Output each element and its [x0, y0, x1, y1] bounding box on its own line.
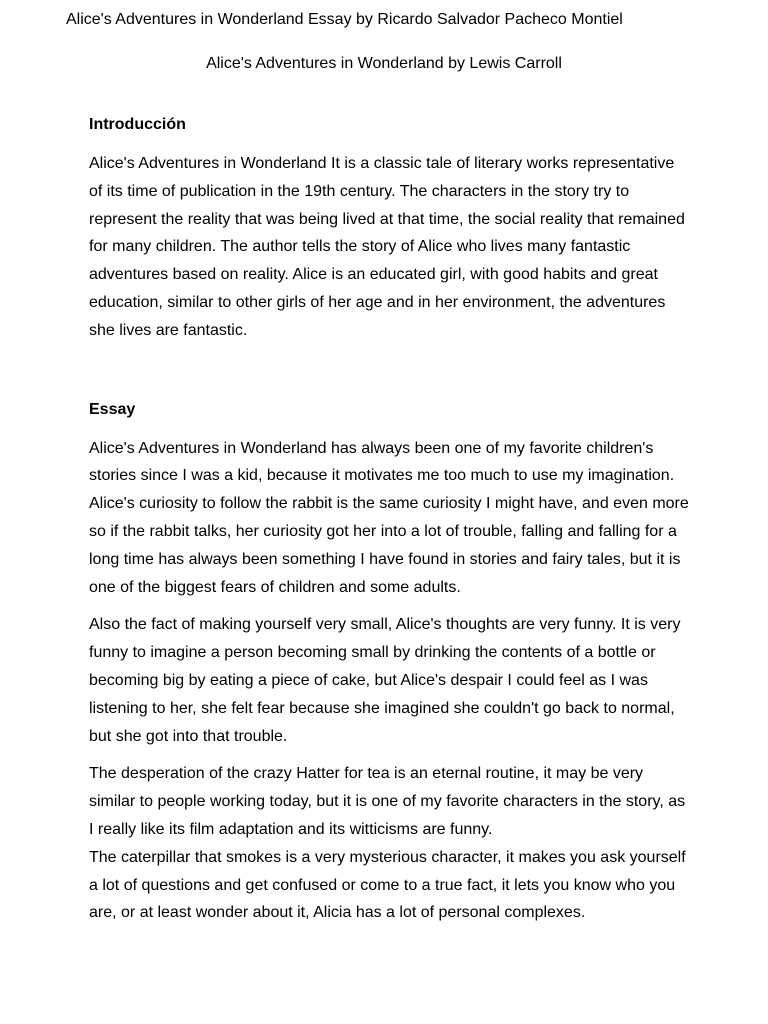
paragraph-line: Alice's Adventures in Wonderland It is a classic tale of literary works representative — [89, 155, 675, 172]
paragraph-line: one of the biggest fears of children and some adults. — [89, 578, 461, 596]
essay-paragraph-2 — [89, 611, 685, 750]
essay-paragraph-1 — [89, 435, 689, 602]
paragraph-line: stories since I was a kid, because it motivates me too much to use my imagination. — [89, 467, 675, 485]
document-header-title: Alice's Adventures in Wonderland Essay by Ricardo Salvador Pacheco Montiel — [66, 11, 623, 28]
paragraph-line: I really like its film adaptation and its witticisms are funny. — [89, 820, 493, 838]
paragraph-line: education, similar to other girls of her age and in her environment, the adventures — [89, 293, 666, 311]
paragraph-line: but she got into that trouble. — [89, 727, 288, 745]
essay-paragraph-3 — [89, 760, 685, 927]
paragraph-line: Also the fact of making yourself very small, Alice's thoughts are very funny. It is very — [89, 616, 681, 634]
paragraph-line: Alice's curiosity to follow the rabbit is the same curiosity I might have, and even more — [89, 495, 689, 513]
document-title: Alice's Adventures in Wonderland by Lewis Carroll — [206, 55, 562, 72]
paragraph-line: for many children. The author tells the story of Alice who lives many fantastic — [89, 238, 631, 256]
paragraph-line: adventures based on reality. Alice is an educated girl, with good habits and great — [89, 266, 658, 284]
paragraph-line: she lives are fantastic. — [89, 321, 248, 339]
section-heading-essay: Essay — [89, 400, 136, 418]
paragraph-line: are, or at least wonder about it, Alicia has a lot of personal complexes. — [89, 904, 586, 922]
paragraph-line: Alice's Adventures in Wonderland has always been one of my favorite children's — [89, 439, 654, 457]
paragraph-line: similar to people working today, but it is one of my favorite characters in the story, as — [89, 793, 686, 811]
paragraph-line: funny to imagine a person becoming small by drinking the contents of a bottle or — [89, 644, 656, 662]
paragraph-line: so if the rabbit talks, her curiosity got her into a lot of trouble, falling and falling for a — [89, 522, 677, 540]
section-heading-introduccion: Introducción — [89, 116, 186, 133]
paragraph-line: long time has always been something I have found in stories and fairy tales, but it is — [89, 550, 681, 568]
intro-paragraph — [89, 150, 685, 345]
paragraph-line: listening to her, she felt fear because she imagined she couldn't go back to normal, — [89, 699, 675, 717]
document-body — [89, 114, 689, 927]
paragraph-line: The desperation of the crazy Hatter for tea is an eternal routine, it may be very — [89, 765, 644, 783]
paragraph-line: becoming big by eating a piece of cake, but Alice's despair I could feel as I was — [89, 671, 648, 689]
paragraph-line: The caterpillar that smokes is a very mysterious character, it makes you ask yourself — [89, 848, 686, 866]
paragraph-line: of its time of publication in the 19th century. The characters in the story try to — [89, 182, 630, 200]
paragraph-line: a lot of questions and get confused or come to a true fact, it lets you know who you — [89, 876, 676, 894]
paragraph-line: represent the reality that was being lived at that time, the social reality that remained — [89, 210, 685, 228]
